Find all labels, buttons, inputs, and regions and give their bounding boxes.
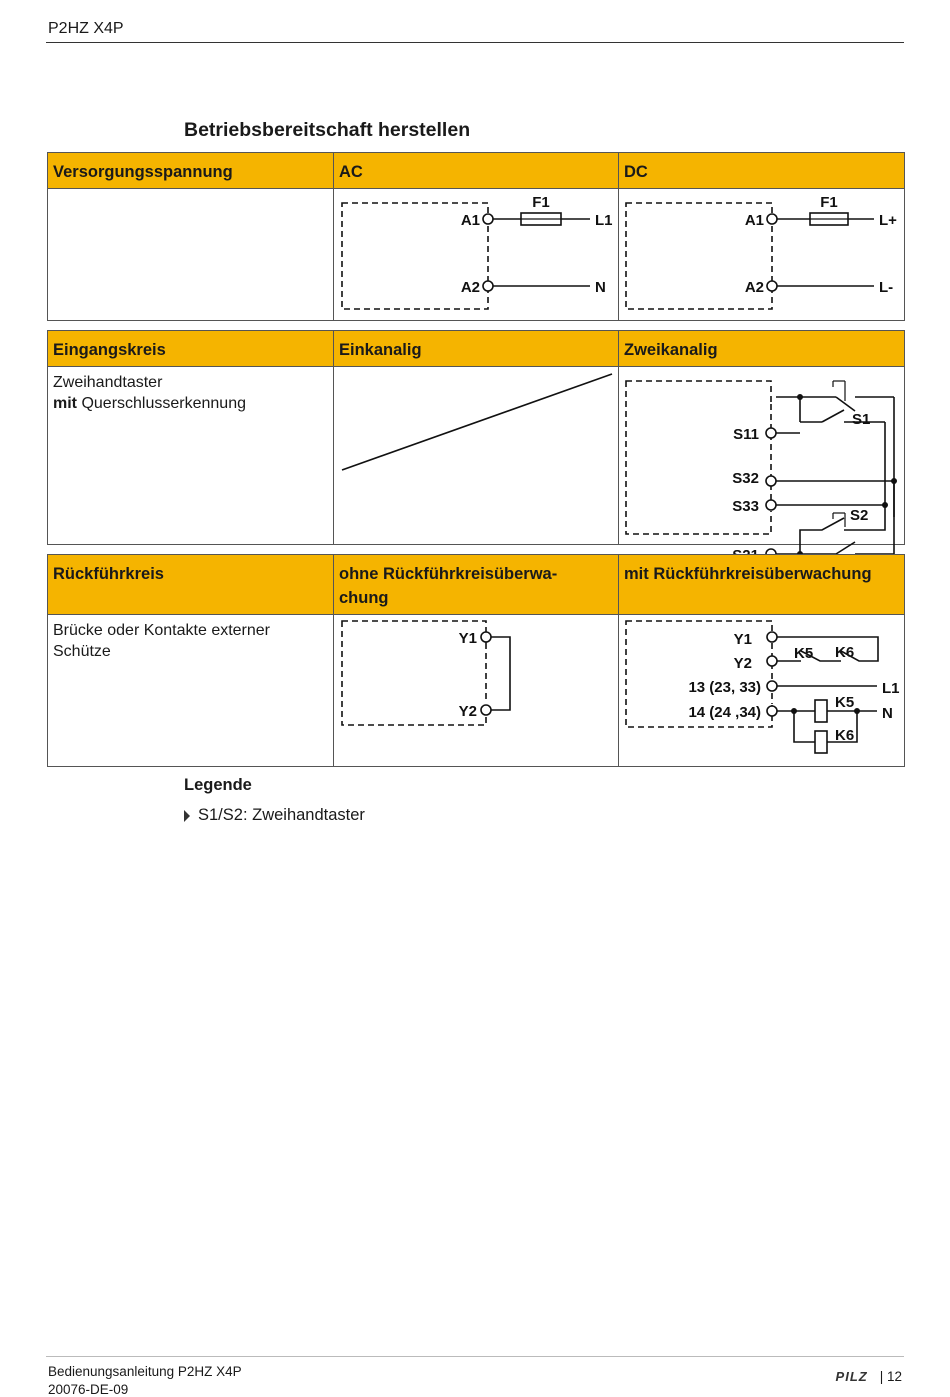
description-cell: Brücke oder Kontakte externer Schütze	[48, 615, 334, 767]
dc-diagram-cell	[619, 189, 905, 321]
input-circuit-table	[47, 330, 905, 545]
terminal-a1-label: A1	[744, 212, 764, 229]
description-cell	[48, 367, 334, 545]
with-feedback-diagram	[619, 615, 905, 767]
description-line	[53, 393, 328, 414]
legend-item	[184, 806, 365, 825]
terminal-y1-label: Y1	[733, 631, 752, 648]
bullet-arrow-icon	[184, 810, 190, 822]
ac-diagram-cell	[334, 189, 619, 321]
header-cell: AC	[334, 153, 619, 189]
description-cell	[48, 189, 334, 321]
switch-s2-label: S2	[850, 507, 869, 524]
with-feedback-cell	[619, 615, 905, 767]
section-title: Betriebsbereitschaft herstellen	[184, 119, 471, 141]
line-label: L1	[595, 212, 613, 229]
contact-k6-label: K6	[835, 644, 855, 661]
footer-manual-title: Bedienungsanleitung P2HZ X4P	[48, 1364, 242, 1379]
neutral-label: N	[595, 279, 606, 296]
terminal-a2-label: A2	[744, 279, 764, 296]
not-applicable-diagonal	[334, 367, 619, 545]
header-cell: DC	[619, 153, 905, 189]
header-cell: Versorgungsspannung	[48, 153, 334, 189]
ac-wiring-diagram	[334, 189, 619, 321]
dc-wiring-diagram	[619, 189, 905, 321]
coil-k6-label: K6	[835, 727, 855, 744]
header-cell: Einkanalig	[334, 331, 619, 367]
contact-k5-label: K5	[794, 645, 814, 662]
without-feedback-diagram	[334, 615, 619, 767]
description-emphasis: mit	[53, 395, 77, 412]
legend-item-text: S1/S2: Zweihandtaster	[198, 806, 365, 824]
terminal-s33-label: S33	[732, 498, 759, 515]
plus-label: L+	[879, 212, 897, 229]
terminal-y2-label: Y2	[458, 703, 477, 720]
header-cell: Eingangskreis	[48, 331, 334, 367]
without-feedback-cell	[334, 615, 619, 767]
terminal-s11-label: S11	[733, 426, 759, 443]
coil-k5-label: K5	[835, 694, 855, 711]
document-header-title: P2HZ X4P	[48, 20, 124, 37]
footer-divider	[46, 1356, 904, 1357]
header-cell: Zweikanalig	[619, 331, 905, 367]
line-l1-label: L1	[882, 680, 900, 697]
terminal-y2-label: Y2	[733, 655, 752, 672]
header-divider	[46, 42, 904, 43]
pilz-logo: PILZ	[835, 1369, 868, 1384]
fuse-label: F1	[820, 194, 838, 211]
header-cell: Rückführkreis	[48, 555, 334, 615]
description-text: Querschlusserkennung	[77, 395, 246, 412]
neutral-n-label: N	[882, 705, 893, 722]
single-channel-cell	[334, 367, 619, 545]
minus-label: L-	[879, 279, 894, 296]
footer-document-number: 20076-DE-09	[48, 1382, 129, 1397]
terminal-a1-label: A1	[460, 212, 480, 229]
terminal-14-label: 14 (24 ,34)	[688, 704, 761, 721]
dual-channel-cell	[619, 367, 905, 545]
header-cell: ohne Rückführkreisüberwa-chung	[334, 555, 619, 615]
dual-channel-diagram	[619, 367, 905, 545]
terminal-a2-label: A2	[460, 279, 480, 296]
footer-right	[836, 1369, 902, 1384]
page-number: | 12	[879, 1369, 902, 1384]
terminal-s32-label: S32	[732, 470, 759, 487]
switch-s1-label: S1	[852, 411, 871, 428]
terminal-y1-label: Y1	[458, 630, 477, 647]
terminal-13-label: 13 (23, 33)	[688, 679, 761, 696]
feedback-circuit-table	[47, 554, 905, 767]
header-cell: mit Rückführkreisüberwachung	[619, 555, 905, 615]
supply-voltage-table	[47, 152, 905, 321]
fuse-label: F1	[532, 194, 550, 211]
legend-title: Legende	[184, 776, 252, 794]
description-line: Zweihandtaster	[53, 374, 163, 391]
